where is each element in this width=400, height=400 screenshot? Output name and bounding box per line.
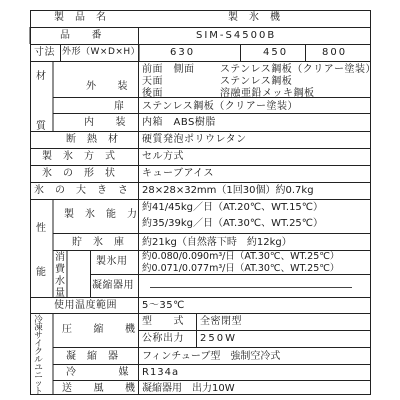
product-name-label: 製 品 名 bbox=[54, 12, 107, 23]
compressor-output-value: 250W bbox=[200, 333, 237, 344]
ice-use-label: 製氷用 bbox=[96, 256, 128, 267]
performance-label: 性 bbox=[36, 223, 47, 234]
shape-value: キューブアイス bbox=[142, 168, 214, 179]
model-label: 品 番 bbox=[60, 30, 102, 41]
temp-range-label: 使用温度範囲 bbox=[54, 300, 117, 311]
shape-label: 氷 の 形 状 bbox=[42, 168, 116, 179]
material-row-spec: ステンレス鋼板 bbox=[220, 76, 293, 87]
capacity-value-1: 約41/45kg／日（AT.20℃、WT.15℃） bbox=[142, 202, 324, 213]
condenser-label: 凝 縮 器 bbox=[66, 351, 119, 362]
dimension-depth: 450 bbox=[263, 47, 289, 58]
door-spec: ステンレス鋼板（クリアー塗装） bbox=[142, 101, 298, 112]
door-label: 扉 bbox=[114, 101, 125, 112]
refrigeration-unit-label: 冷凍サイクルユニット bbox=[34, 315, 43, 397]
material-label: 材 bbox=[36, 71, 47, 82]
temp-range-value: 5～35℃ bbox=[142, 300, 185, 311]
compressor-type-label: 型 式 bbox=[142, 316, 184, 327]
material-row-spec: ステンレス鋼板（クリアー塗装） bbox=[220, 64, 376, 75]
interior-label: 内 装 bbox=[84, 117, 126, 128]
fan-value: 凝縮器用 出力10W bbox=[142, 383, 235, 394]
dimensions-sub: 外形（W×D×H） bbox=[62, 47, 141, 57]
water-consumption-label: 消費水量 bbox=[55, 252, 65, 299]
compressor-type-value: 全密閉型 bbox=[200, 316, 242, 327]
material-row-part: 後面 bbox=[142, 88, 163, 99]
capacity-label: 製 氷 能 力 bbox=[64, 209, 138, 220]
dimension-height: 800 bbox=[322, 47, 348, 58]
method-value: セル方式 bbox=[142, 151, 184, 162]
condenser-value: フィンチューブ型 強制空冷式 bbox=[142, 351, 281, 362]
capacity-value-2: 約35/39kg／日（AT.30℃、WT.25℃） bbox=[142, 218, 324, 229]
storage-value: 約21kg（自然落下時 約12kg） bbox=[142, 237, 292, 248]
interior-spec: 内箱 ABS樹脂 bbox=[142, 117, 216, 128]
dimensions-label: 寸法 bbox=[34, 47, 55, 58]
method-label: 製 氷 方 式 bbox=[42, 151, 116, 162]
product-name-value: 製 氷 機 bbox=[228, 12, 281, 23]
insulation-spec: 硬質発泡ポリウレタン bbox=[142, 134, 247, 145]
size-value: 28×28×32mm（1回30個）約0.7kg bbox=[142, 185, 314, 196]
material-row-part: 天面 bbox=[142, 76, 163, 87]
refrigerant-label: 冷 媒 bbox=[66, 367, 129, 378]
ice-use-value-2: 約0.071/0.077m³/日（AT.30℃、WT.25℃） bbox=[142, 263, 340, 274]
dimension-width: 630 bbox=[170, 47, 196, 58]
model-value: SIM-S4500B bbox=[196, 30, 277, 41]
exterior-label: 外 装 bbox=[86, 81, 128, 92]
compressor-label: 圧 縮 機 bbox=[62, 324, 136, 335]
insulation-label: 断 熱 材 bbox=[66, 134, 119, 145]
material-label-2: 質 bbox=[36, 121, 47, 132]
material-row-spec: 溶融亜鉛メッキ鋼板 bbox=[220, 88, 315, 99]
performance-label-2: 能 bbox=[36, 267, 47, 278]
fan-label: 送 風 機 bbox=[62, 383, 136, 394]
storage-label: 貯 氷 庫 bbox=[72, 237, 125, 248]
material-row-part: 前面 側面 bbox=[142, 64, 195, 75]
condenser-use-label: 凝縮器用 bbox=[92, 280, 134, 291]
size-label: 氷 の 大 き さ bbox=[34, 185, 129, 196]
compressor-output-label: 公称出力 bbox=[142, 333, 184, 344]
refrigerant-value: R134a bbox=[142, 367, 180, 378]
ice-use-value-1: 約0.080/0.090m³/日（AT.30℃、WT.25℃） bbox=[142, 251, 340, 262]
